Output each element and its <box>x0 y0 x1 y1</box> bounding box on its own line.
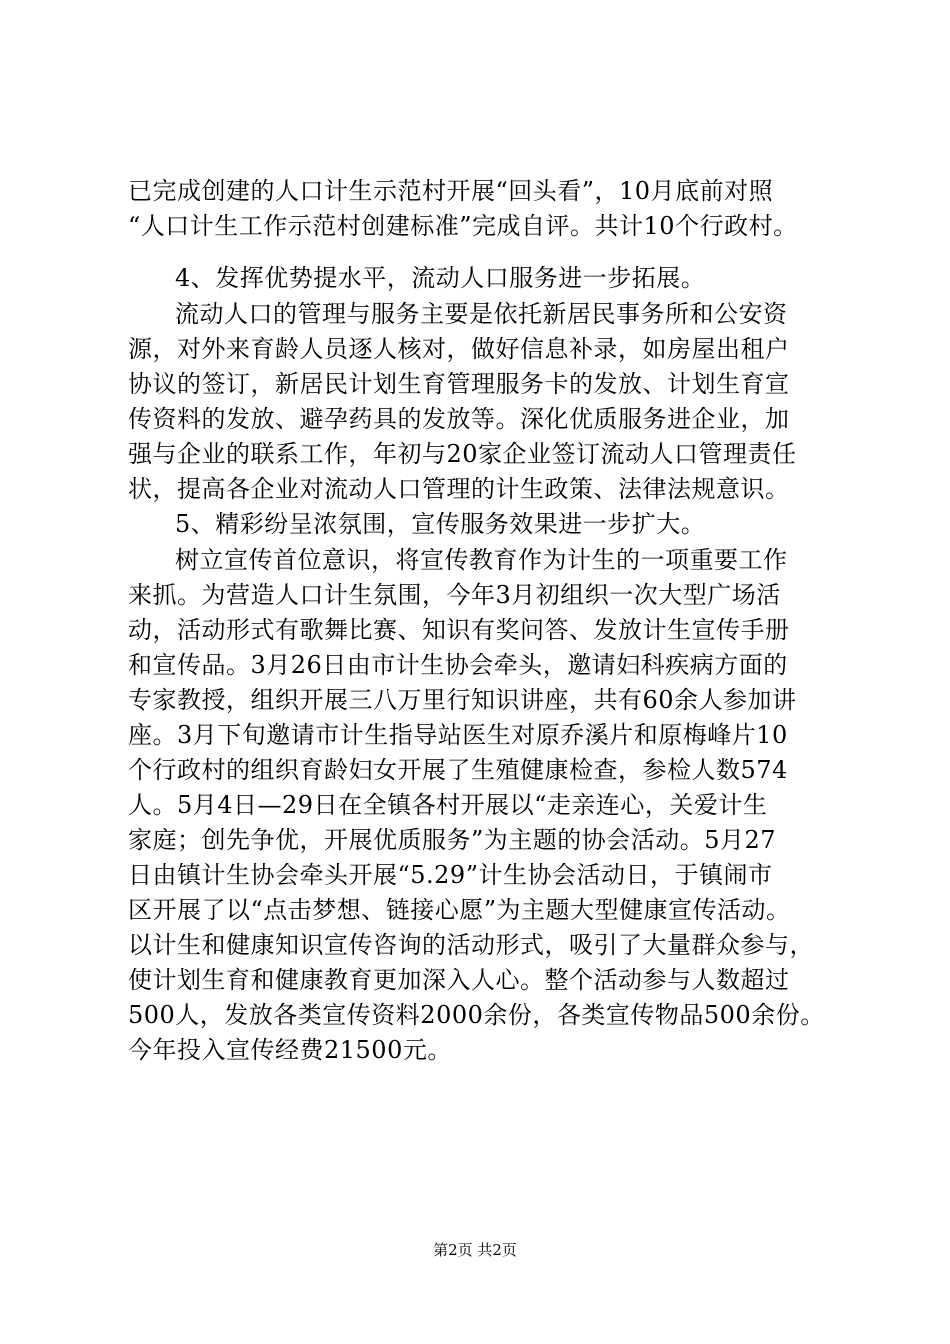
text-line: 区开展了以“点击梦想、链接心愿”为主题大型健康宣传活动。 <box>128 896 791 924</box>
text-line: 个行政村的组织育龄妇女开展了生殖健康检查，参检人数574 <box>128 756 788 784</box>
text-line: 家庭；创先争优，开展优质服务”为主题的协会活动。5月27 <box>128 826 777 854</box>
text-line: 5、精彩纷呈浓氛围，宣传服务效果进一步扩大。 <box>175 510 706 538</box>
text-line: 来抓。为营造人口计生氛围，今年3月初组织一次大型广场活 <box>128 581 781 609</box>
text-line: 强与企业的联系工作，年初与20家企业签订流动人口管理责任 <box>128 440 797 468</box>
text-line: 以计生和健康知识宣传咨询的活动形式，吸引了大量群众参与， <box>128 931 814 959</box>
text-line: 日由镇计生协会牵头开展“5.29”计生协会活动日，于镇闹市 <box>128 861 773 889</box>
text-line: 源，对外来育龄人员逐人核对，做好信息补录，如房屋出租户 <box>128 335 790 363</box>
text-line: 今年投入宣传经费21500元。 <box>128 1036 452 1064</box>
text-line: 状，提高各企业对流动人口管理的计生政策、法律法规意识。 <box>128 475 790 503</box>
text-line: 专家教授，组织开展三八万里行知识讲座，共有60余人参加讲 <box>128 686 797 714</box>
text-line: 和宣传品。3月26日由市计生协会牵头，邀请妇科疾病方面的 <box>128 651 788 679</box>
page-number-footer: 第2页 共2页 <box>433 1241 517 1259</box>
text-line: 传资料的发放、避孕药具的发放等。深化优质服务进企业，加 <box>128 405 790 433</box>
text-line: 树立宣传首位意识，将宣传教育作为计生的一项重要工作 <box>175 546 788 574</box>
text-line: 流动人口的管理与服务主要是依托新居民事务所和公安资 <box>175 300 788 328</box>
text-line: 座。3月下旬邀请市计生指导站医生对原乔溪片和原梅峰片10 <box>128 721 788 749</box>
text-line: 人。5月4日—29日在全镇各村开展以“走亲连心，关爱计生 <box>128 791 768 819</box>
text-line: 4、发挥优势提水平，流动人口服务进一步拓展。 <box>175 264 706 292</box>
text-line: 动，活动形式有歌舞比赛、知识有奖问答、发放计生宣传手册 <box>128 616 790 644</box>
text-line: 使计划生育和健康教育更加深入人心。整个活动参与人数超过 <box>128 966 790 994</box>
text-line: “人口计生工作示范村创建标准”完成自评。共计10个行政村。 <box>128 212 798 240</box>
text-line: 已完成创建的人口计生示范村开展“回头看”，10月底前对照 <box>128 177 774 205</box>
text-line: 500人，发放各类宣传资料2000余份，各类宣传物品500余份。 <box>128 1001 825 1029</box>
text-line: 协议的签订，新居民计划生育管理服务卡的发放、计划生育宣 <box>128 370 790 398</box>
